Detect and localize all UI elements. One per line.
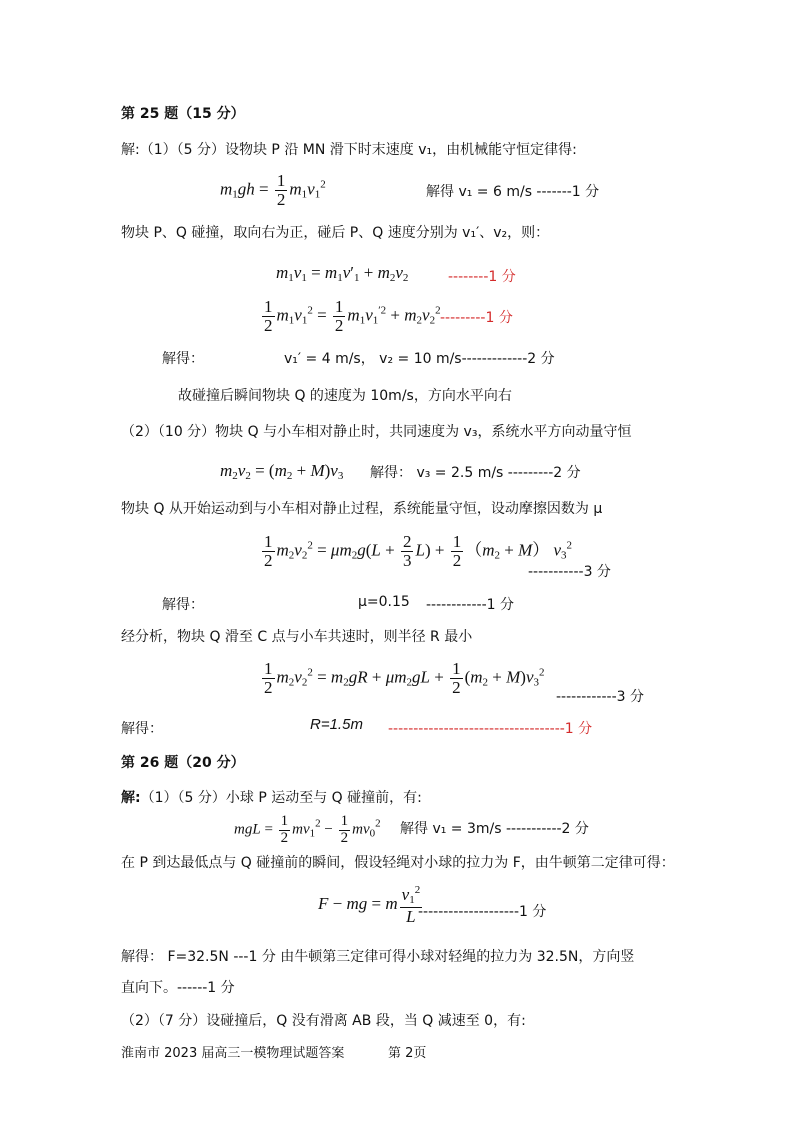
q26-solution-label: 解: — [121, 790, 141, 806]
q25-equation-min-radius: $\frac{1}{2}$ $m_2v_2^2 = m_2gR + \mu m_2gL$ + $\frac{1}{2}$ $(m_2 + M)v_3^2$ — [264, 659, 545, 697]
q26-part2-intro: （2）（7 分）设碰撞后，Q 没有滑离 AB 段，当 Q 减速至 0，有: — [121, 1013, 526, 1029]
q25-equation-momentum: $m_1v_1 = m_1v'_1 + m_2v_2$ — [276, 263, 409, 284]
q25-equation-common-velocity: $m_2v_2 = (m_2 + M)v_3$ — [220, 461, 344, 482]
footer-title: 淮南市 2023 届高三一模物理试题答案 — [121, 1046, 345, 1061]
page-number: 第 2页 — [388, 1046, 427, 1061]
q25-energy-intro: 物块 Q 从开始运动到与小车相对静止过程，系统能量守恒，设动摩擦因数为 μ — [121, 501, 603, 517]
q26-force-line1: 解得： F=32.5N ---1 分 由牛顿第三定律可得小球对轻绳的拉力为 32.5N，方向竖 — [121, 949, 635, 965]
q26-equation-newton: F − mg = m $\frac{v_1^2}{L}$ — [318, 884, 421, 926]
q25-part2-intro: （2）（10 分）物块 Q 与小车相对静止时，共同速度为 v₃，系统水平方向动量守恒 — [121, 424, 632, 440]
q25-part1-intro: 解:（1）（5 分）设物块 P 沿 MN 滑下时末速度 v₁，由机械能守恒定律得: — [121, 142, 577, 158]
q25-eq2-score: --------1 分 — [448, 269, 516, 285]
q25-equation-energy: $m_1gh$ = $\frac{1}{2}$ $m_1v_1^2$ — [220, 171, 326, 209]
q26-eq1-result: 解得 v₁ = 3m/s -----------2 分 — [400, 821, 589, 837]
q26-eq2-score: --------------------1 分 — [418, 904, 547, 920]
q25-equation-kinetic: $\frac{1}{2}$ $m_1v_1^2$ = $\frac{1}{2}$ $m_1v_1^{'2} + m_2v_2^2$ — [264, 297, 441, 335]
q25-mu-value: μ=0.15 — [358, 594, 410, 610]
q26-force-line2: 直向下。------1 分 — [121, 980, 235, 996]
q25-solve-values: v₁′ = 4 m/s， v₂ = 10 m/s-------------2 分 — [284, 351, 555, 367]
q25-collision-intro: 物块 P、Q 碰撞，取向右为正，碰后 P、Q 速度分别为 v₁′、v₂，则： — [121, 225, 550, 241]
q25-analysis: 经分析，物块 Q 滑至 C 点与小车共速时，则半径 R 最小 — [121, 629, 473, 645]
q26-tension-intro: 在 P 到达最低点与 Q 碰撞前的瞬间，假设轻绳对小球的拉力为 F，由牛顿第二定律可得： — [121, 855, 675, 871]
q25-heading: 第 25 题（15 分） — [121, 106, 245, 122]
q25-eq6-score: ------------3 分 — [556, 689, 644, 705]
q25-mu-score: ------------1 分 — [426, 597, 514, 613]
q25-r-label: 解得： — [121, 721, 163, 737]
q26-heading: 第 26 题（20 分） — [121, 755, 245, 771]
q25-eq3-score: ---------1 分 — [440, 310, 513, 326]
q25-eq1-result: 解得 v₁ = 6 m/s -------1 分 — [426, 184, 600, 200]
q26-part1-intro — [121, 787, 422, 807]
q25-eq5-score: -----------3 分 — [528, 564, 611, 580]
q25-conclusion: 故碰撞后瞬间物块 Q 的速度为 10m/s，方向水平向右 — [178, 388, 512, 404]
q25-solve-label: 解得： — [162, 351, 204, 367]
q26-equation-energy: mgL = $\frac{1}{2}$ $mv_1^2$ − $\frac{1}{2}$ $mv_0^2$ — [234, 813, 381, 846]
q25-mu-label: 解得： — [162, 597, 204, 613]
q25-eq4-result: 解得： v₃ = 2.5 m/s ---------2 分 — [370, 465, 581, 481]
q25-r-value: R=1.5m — [310, 716, 363, 733]
q26-part1-text: （1）（5 分）小球 P 运动至与 Q 碰撞前，有: — [140, 790, 422, 806]
q25-r-score: -----------------------------------1 分 — [388, 721, 593, 737]
q25-equation-friction-energy: $\frac{1}{2}$ $m_2v_2^2 = \mu m_2g(L$ + $\frac{2}{3}$ L) + $\frac{1}{2}$ $(m_2 + M)$ $v_3^2$ — [264, 532, 573, 570]
